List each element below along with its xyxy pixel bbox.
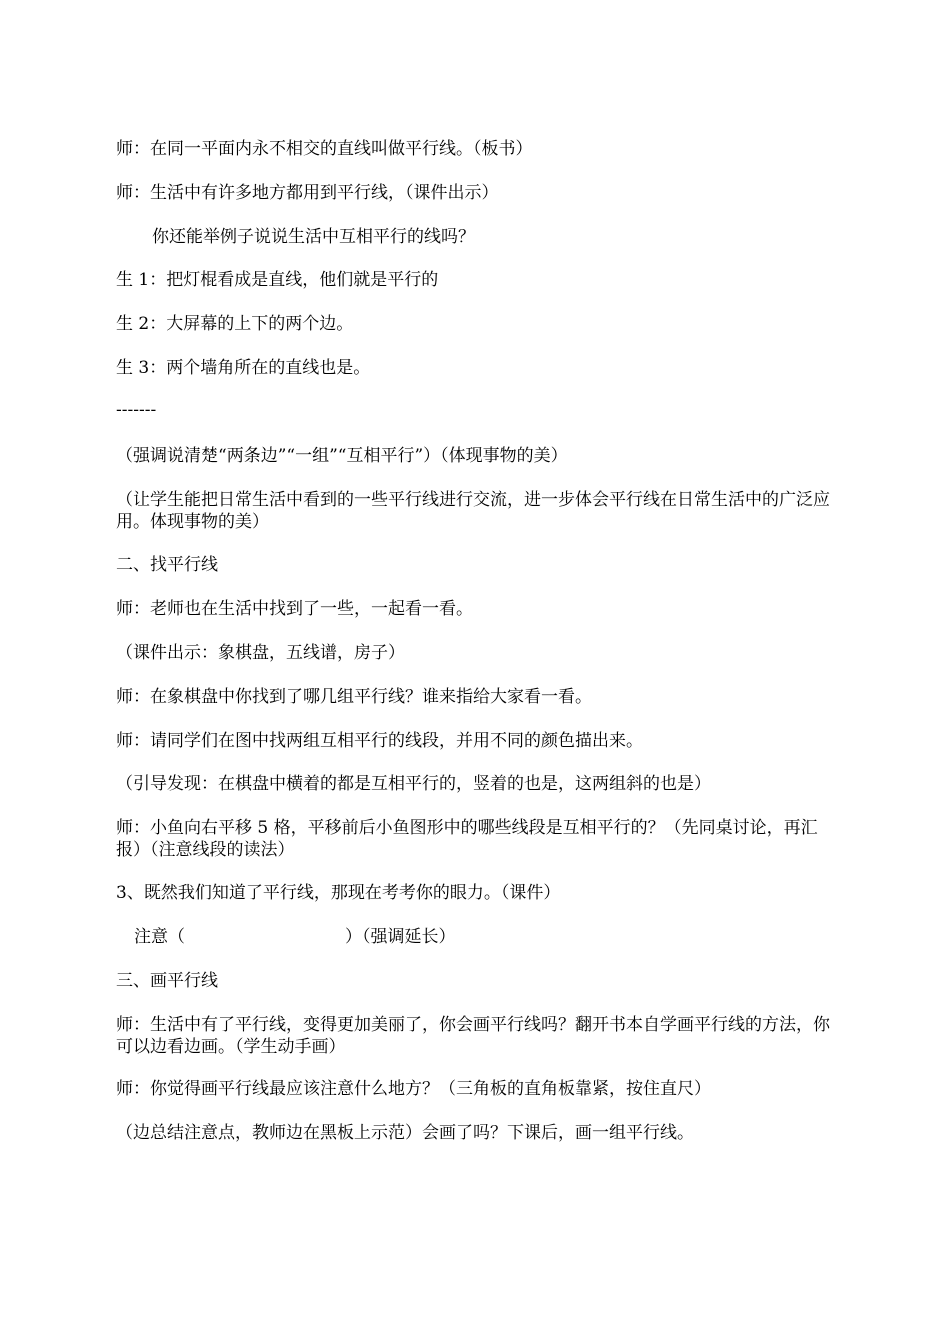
paragraph-2: 师：生活中有许多地方都用到平行线，（课件出示） [116,183,499,203]
paragraph-16: 师：生活中有了平行线，变得更加美丽了，你会画平行线吗？翻开书本自学画平行线的方法，你可以边看边画。（学生动手画） [116,1015,830,1057]
note-suffix: ）（强调延长） [345,927,456,947]
paragraph-5: 生 2：大屏幕的上下的两个边。 [116,314,354,334]
paragraph-12: 师：请同学们在图中找两组互相平行的线段，并用不同的颜色描出来。 [116,731,643,751]
paragraph-9: 师：老师也在生活中找到了一些，一起看一看。 [116,599,473,619]
paragraph-18: （边总结注意点，教师边在黑板上示范）会画了吗？下课后，画一组平行线。 [116,1123,694,1143]
paragraph-10: （课件出示：象棋盘，五线谱，房子） [116,643,405,663]
section-heading-2: 二、找平行线 [116,555,218,575]
paragraph-4: 生 1：把灯棍看成是直线，他们就是平行的 [116,270,439,290]
paragraph-6: 生 3：两个墙角所在的直线也是。 [116,358,371,378]
paragraph-17: 师：你觉得画平行线最应该注意什么地方？（三角板的直角板靠紧，按住直尺） [116,1079,711,1099]
paragraph-1: 师：在同一平面内永不相交的直线叫做平行线。（板书） [116,139,533,159]
note-prefix: 注意（ [134,927,185,947]
paragraph-15: 3、既然我们知道了平行线，那现在考考你的眼力。（课件） [116,883,561,903]
paragraph-14: 师：小鱼向右平移 5 格，平移前后小鱼图形中的哪些线段是互相平行的？（先同桌讨论，再汇报）（注意线段的读法） [116,818,818,860]
paragraph-7: （强调说清楚“两条边”“一组”“互相平行”）（体现事物的美） [116,446,568,466]
paragraph-8: （让学生能把日常生活中看到的一些平行线进行交流，进一步体会平行线在日常生活中的广泛应用。体现事物的美） [116,490,830,532]
paragraph-13: （引导发现：在棋盘中横着的都是互相平行的，竖着的也是，这两组斜的也是） [116,774,711,794]
paragraph-11: 师：在象棋盘中你找到了哪几组平行线？谁来指给大家看一看。 [116,687,592,707]
dash-separator: ------- [116,400,157,420]
note-line [134,926,456,948]
paragraph-3: 你还能举例子说说生活中互相平行的线吗？ [152,227,475,247]
section-heading-3: 三、画平行线 [116,971,218,991]
